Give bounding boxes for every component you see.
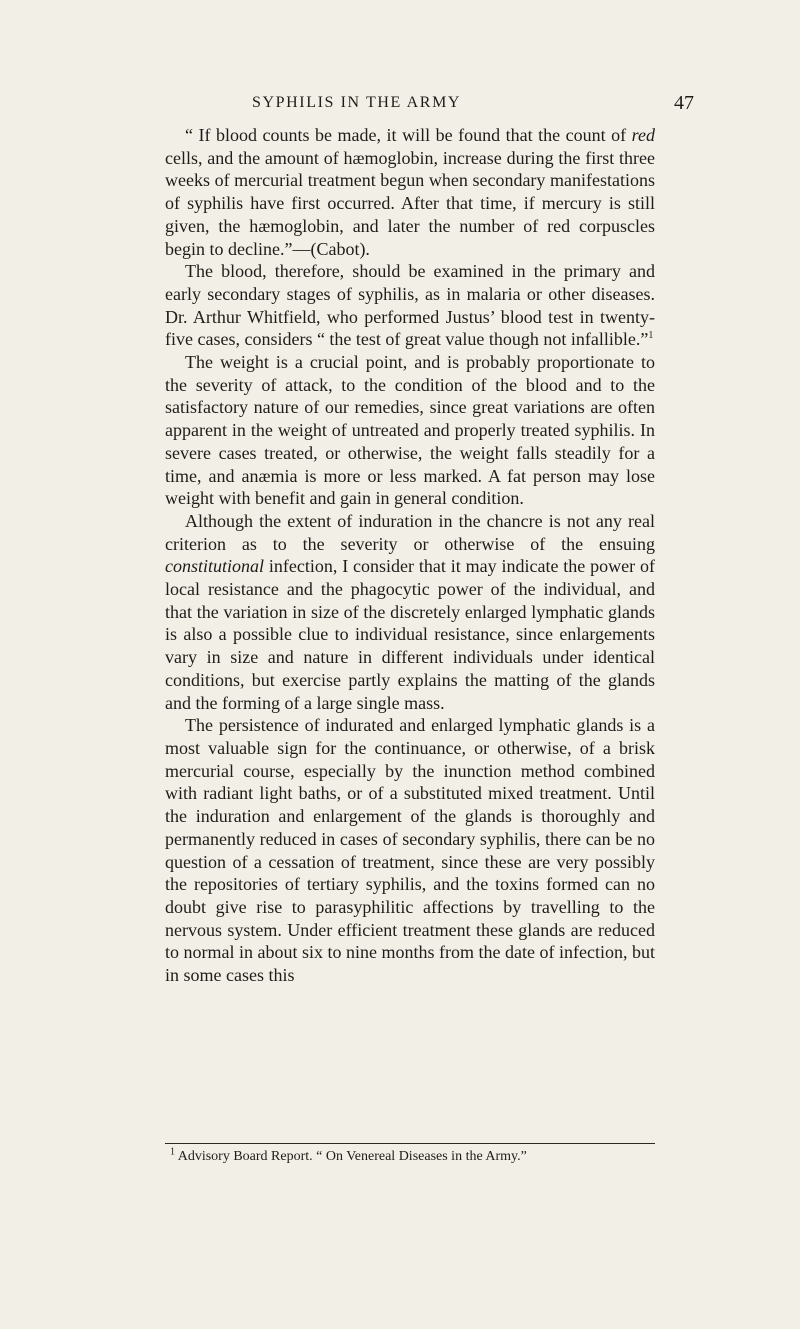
footnote-marker: 1 <box>170 1146 175 1158</box>
footnote-text: Advisory Board Report. “ On Venereal Diseases in the Army.” <box>175 1149 527 1164</box>
footnote-divider <box>165 1143 655 1144</box>
page-number: 47 <box>674 92 694 114</box>
footnote <box>170 1148 660 1166</box>
paragraph-blood-counts <box>165 124 655 260</box>
paragraph-text: The weight is a crucial point, and is probably proportionate to the severity of attack, to the condition of the blood and to the satisfactory nature of our remedies, since great variations are often apparent in the weight of untreated and properly treated syphilis. In severe cases treated, or otherwise, the weight falls steadily for a time, and anæmia is more or less marked. A fat person may lose weight with benefit and gain in general condition. <box>165 352 655 509</box>
footnote-reference: 1 <box>648 330 654 342</box>
paragraph-blood-examination <box>165 260 655 351</box>
emphasis-constitutional: constitutional <box>165 556 264 577</box>
paragraph-text: The blood, therefore, should be examined in the primary and early secondary stages of syphilis, as in malaria or other diseases. Dr. Arthur Whitfield, who performed Justus’ blood test in twenty-five cases, considers “ the test of great value though not infallible.” <box>165 261 655 350</box>
running-title: SYPHILIS IN THE ARMY <box>252 94 462 111</box>
paragraph-text: Although the extent of induration in the chancre is not any real criterion as to the severity or otherwise of the ensuing <box>165 510 655 554</box>
paragraph-lymphatic-glands <box>165 714 655 986</box>
paragraph-text: cells, and the amount of hæmoglobin, increase during the first three weeks of mercurial treatment begun when secondary manifestations of syphilis have first occurred. After that time, if mercury is still given, the hæmoglobin, and later the number of red corpuscles begin to decline.”—(Cabot). <box>165 147 655 259</box>
paragraph-weight <box>165 351 655 510</box>
paragraph-induration <box>165 510 655 714</box>
running-head <box>252 94 694 120</box>
emphasis-red: red <box>631 125 655 145</box>
paragraph-text: The persistence of indurated and enlarged lymphatic glands is a most valuable sign for the continuance, or otherwise, of a brisk mercurial course, especially by the inunction method combined with radiant light baths, or of a substituted mixed treatment. Until the induration and enlargement of the glands is thoroughly and permanently reduced in cases of secondary syphilis, there can be no question of a cessation of treatment, since these are very possibly the repositories of tertiary syphilis, and the toxins formed can no doubt give rise to parasyphilitic affections by travelling to the nervous system. Under efficient treatment these glands are reduced to normal in about six to nine months from the date of infection, but in some cases this <box>165 715 655 986</box>
paragraph-text: infection, I consider that it may indicate the power of local resistance and the phagocytic power of the individual, and that the variation in size of the discretely enlarged lymphatic glands is also a possible clue to individual resistance, since enlargements vary in size and nature in different individuals under identical conditions, but exercise partly explains the matting of the glands and the forming of a large single mass. <box>165 556 655 713</box>
body-text <box>165 124 655 987</box>
paragraph-text: “ If blood counts be made, it will be found that the count of <box>185 125 632 145</box>
